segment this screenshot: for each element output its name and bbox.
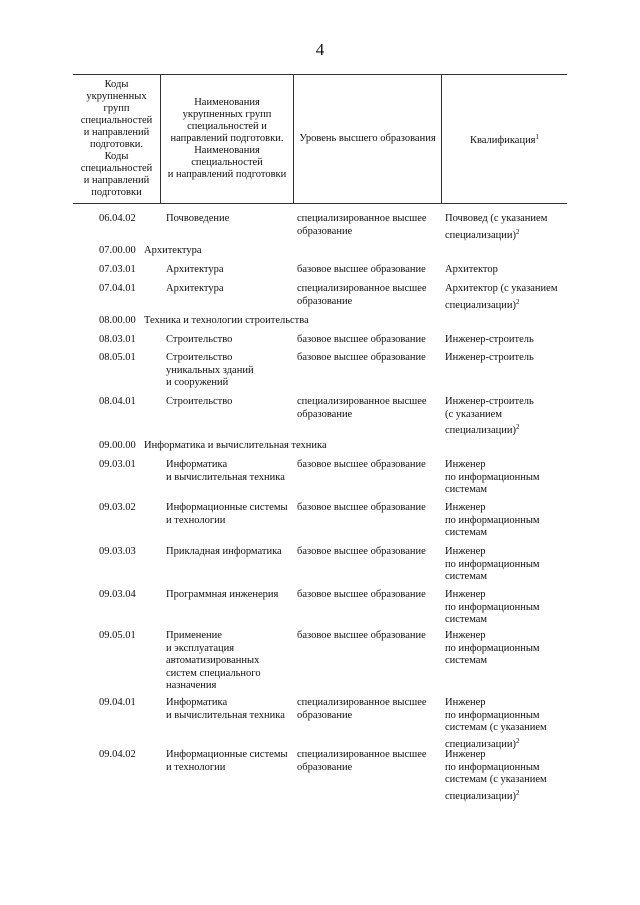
group-code: 09.00.00 (99, 440, 136, 451)
header-level (294, 74, 441, 203)
row-name: Прикладная информатика (166, 546, 282, 557)
row-qualification: Почвовед (с указанием специализации)$^2$ (445, 213, 548, 241)
group-name: Информатика и вычислительная техника (144, 440, 327, 451)
row-code: 09.03.02 (99, 502, 136, 513)
header-codes (73, 74, 160, 203)
group-heading (99, 315, 309, 328)
group-code: 07.00.00 (99, 245, 136, 256)
row-name: Почвоведение (166, 213, 230, 224)
group-code: 08.00.00 (99, 315, 136, 326)
row-qualification: Инженер по информационным системам (445, 546, 540, 582)
row-qualification: Инженер по информационным системам (445, 502, 540, 538)
row-qualification: Инженер по информационным системам (с указанием специализации)$^2$ (445, 749, 547, 802)
header-names (161, 74, 293, 203)
group-heading (99, 245, 202, 258)
header-names-text: Наименования укрупненных групп специальностей и направлений подготовки. Наименования специальностей и направлений подготовки (167, 96, 287, 180)
header-qualification (442, 74, 567, 203)
row-code: 09.05.01 (99, 630, 136, 641)
row-qualification: Архитектор (с указанием специализации)$^2$ (445, 283, 558, 311)
row-code: 09.04.02 (99, 749, 136, 760)
row-name: Архитектура (166, 283, 224, 294)
row-code: 09.03.04 (99, 589, 136, 600)
header-level-text: Уровень высшего образования (299, 132, 436, 144)
row-code: 08.03.01 (99, 334, 136, 345)
row-name: Строительство (166, 334, 233, 345)
row-code: 06.04.02 (99, 213, 136, 224)
row-code: 09.03.01 (99, 459, 136, 470)
row-level: базовое высшее образование (297, 589, 426, 600)
row-level: специализированное высшее образование (297, 283, 427, 307)
row-code: 07.03.01 (99, 264, 136, 275)
row-name: Программная инженерия (166, 589, 279, 600)
row-code: 08.05.01 (99, 352, 136, 363)
row-level: специализированное высшее образование (297, 697, 427, 721)
header-qualification-label: Квалификация$^1$ (469, 132, 540, 146)
row-level: базовое высшее образование (297, 502, 426, 513)
row-code: 09.04.01 (99, 697, 136, 708)
row-qualification: Инженер-строитель (445, 352, 534, 363)
row-qualification: Инженер по информационным системам (445, 459, 540, 495)
row-qualification: Инженер-строитель (445, 334, 534, 345)
row-level: базовое высшее образование (297, 352, 426, 363)
row-name: Информационные системы и технологии (166, 502, 288, 526)
row-code: 09.03.03 (99, 546, 136, 557)
row-code: 07.04.01 (99, 283, 136, 294)
row-name: Строительство (166, 396, 233, 407)
table-header-bottom-border (73, 203, 567, 204)
page-number: 4 (315, 40, 325, 59)
group-heading (99, 440, 327, 453)
row-name: Применение и эксплуатация автоматизированных систем специального назначения (166, 630, 261, 691)
row-level: специализированное высшее образование (297, 749, 427, 773)
row-level: специализированное высшее образование (297, 213, 427, 237)
row-name: Информатика и вычислительная техника (166, 459, 285, 483)
row-level: базовое высшее образование (297, 459, 426, 470)
row-code: 08.04.01 (99, 396, 136, 407)
row-level: базовое высшее образование (297, 630, 426, 641)
row-level: базовое высшее образование (297, 546, 426, 557)
row-level: базовое высшее образование (297, 264, 426, 275)
group-name: Архитектура (144, 245, 202, 256)
row-level: базовое высшее образование (297, 334, 426, 345)
row-qualification: Инженер по информационным системам (с указанием специализации)$^2$ (445, 697, 547, 750)
row-name: Архитектура (166, 264, 224, 275)
row-name: Информационные системы и технологии (166, 749, 288, 773)
row-qualification: Архитектор (445, 264, 498, 275)
row-name: Информатика и вычислительная техника (166, 697, 285, 721)
row-name: Строительство уникальных зданий и сооружений (166, 352, 254, 388)
group-name: Техника и технологии строительства (144, 315, 309, 326)
row-qualification: Инженер по информационным системам (445, 630, 540, 666)
row-qualification: Инженер по информационным системам (445, 589, 540, 625)
header-codes-text: Коды укрупненных групп специальностей и направлений подготовки. Коды специальностей и направлений подготовки (80, 78, 153, 198)
row-qualification: Инженер-строитель (с указанием специализации)$^2$ (445, 396, 534, 436)
row-level: специализированное высшее образование (297, 396, 427, 420)
